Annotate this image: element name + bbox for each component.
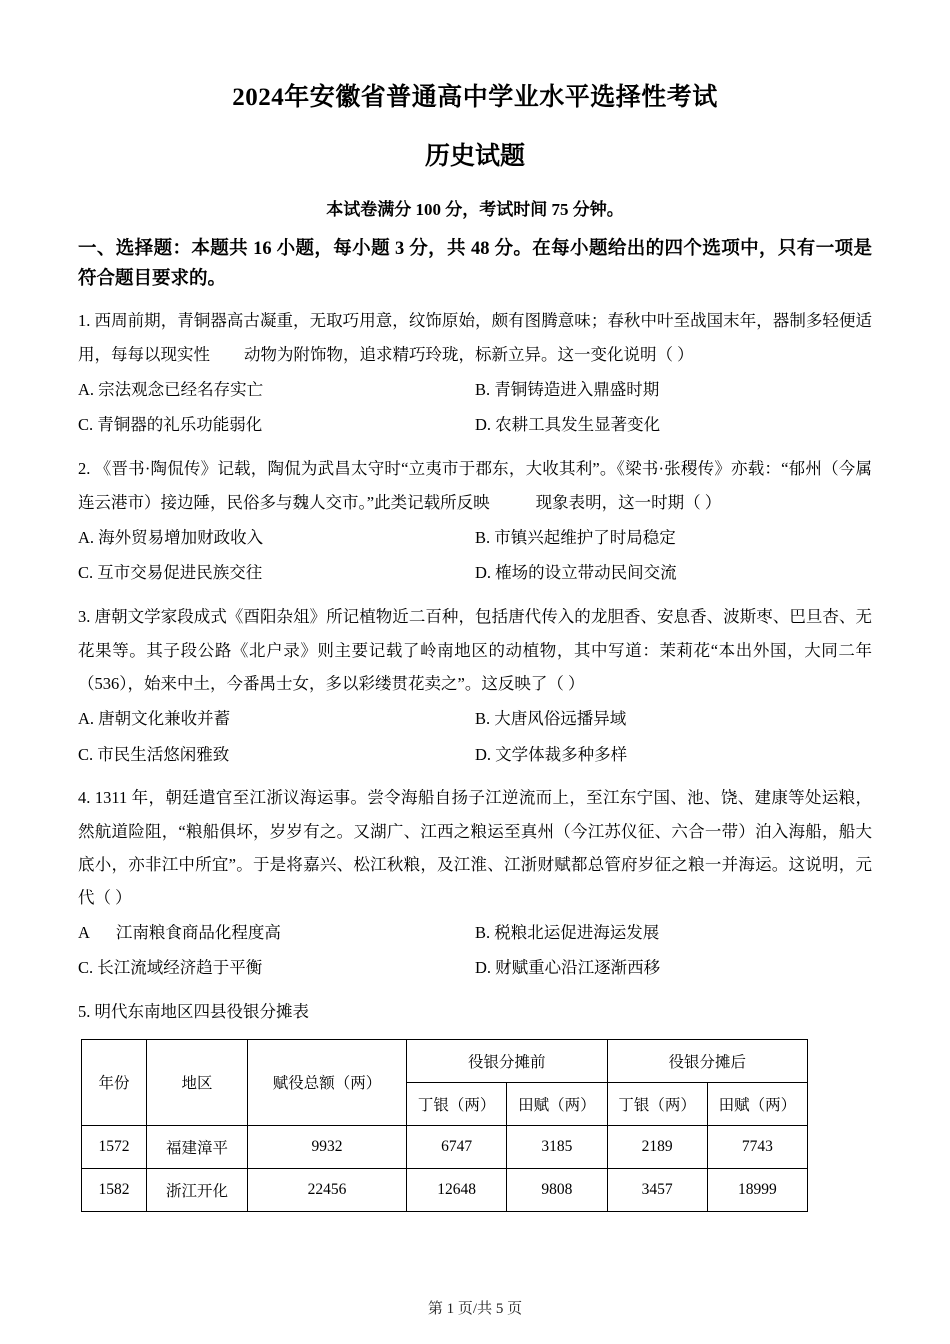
question-3-stem: 3. 唐朝文学家段成式《酉阳杂俎》所记植物近二百种，包括唐代传入的龙胆香、安息香、波斯枣、巴旦杏、无花果等。其子段公路《北户录》则主要记载了岭南地区的动植物，其中写道：茉莉花“本出外国，大同二年（536），始来中土，今番禺士女，多以彩缕贯花卖之”。这反映了（ ） bbox=[78, 606, 872, 694]
cell-before-tian: 9808 bbox=[507, 1168, 607, 1211]
header-before-tian: 田赋（两） bbox=[507, 1082, 607, 1125]
question-2-option-a[interactable]: A. 海外贸易增加财政收入 bbox=[78, 527, 264, 547]
cell-before-tian: 3185 bbox=[507, 1125, 607, 1168]
question-2-options bbox=[78, 520, 872, 591]
table-header-row-1 bbox=[82, 1039, 808, 1082]
question-4 bbox=[78, 772, 872, 986]
cell-total: 9932 bbox=[248, 1125, 407, 1168]
question-5 bbox=[78, 986, 872, 1212]
table-body bbox=[82, 1125, 808, 1211]
section-heading-multiple-choice: 一、选择题：本题共 16 小题，每小题 3 分，共 48 分。在每小题给出的四个选项中，只有一项是符合题目要求的。 bbox=[78, 239, 872, 290]
question-2 bbox=[78, 443, 872, 591]
question-1 bbox=[78, 295, 872, 443]
table-wrapper bbox=[78, 1029, 872, 1212]
question-4-options-row-2 bbox=[78, 950, 872, 986]
question-1-stem-part2: 动物为附饰物，追求精巧玲珑，标新立异。这一变化说明（ ） bbox=[244, 344, 694, 364]
header-year: 年份 bbox=[82, 1039, 147, 1125]
header-before-ding: 丁银（两） bbox=[407, 1082, 507, 1125]
question-4-option-c[interactable]: C. 长江流域经济趋于平衡 bbox=[78, 958, 263, 978]
cell-after-ding: 2189 bbox=[607, 1125, 707, 1168]
question-3-options-row-2 bbox=[78, 737, 872, 773]
question-2-options-row-1 bbox=[78, 520, 872, 556]
page-subtitle: 历史试题 bbox=[424, 142, 525, 170]
cell-total: 22456 bbox=[248, 1168, 407, 1211]
question-4-stem: 4. 1311 年，朝廷遣官至江浙议海运事。尝令海船自扬子江逆流而上，至江东宁国、池、饶、建康等处运粮，然航道险阻，“粮船俱坏，岁岁有之。又湖广、江西之粮运至真州（今江苏仪征、六合一带）泊入海船，船大底小，亦非江中所宜”。于是将嘉兴、松江秋粮，及江淮、江浙财赋都总管府岁征之粮一并海运。这说明，元代（ ） bbox=[78, 788, 872, 908]
question-2-option-d[interactable]: D. 榷场的设立带动民间交流 bbox=[475, 563, 677, 583]
question-1-stem-part1: 1. 西周前期，青铜器高古凝重，无取巧用意，纹饰原始，颇有图腾意味；春秋中叶至战国末年，器制多轻便适用，每每以现实性 bbox=[78, 311, 872, 364]
cell-after-tian: 7743 bbox=[707, 1125, 807, 1168]
header-group-after: 役银分摊后 bbox=[607, 1039, 808, 1082]
question-3 bbox=[78, 591, 872, 773]
question-2-stem-part1: 2. 《晋书·陶侃传》记载，陶侃为武昌太守时“立夷市于郡东，大收其利”。《梁书·张稷传》亦载：“郁州（今属连云港市）接边陲，民俗多与魏人交市。”此类记载所反映 bbox=[78, 458, 872, 512]
question-1-options-row-1 bbox=[78, 372, 872, 408]
page-title: 2024年安徽省普通高中学业水平选择性考试 bbox=[232, 84, 718, 111]
question-2-stem bbox=[78, 452, 872, 520]
question-1-option-d[interactable]: D. 农耕工具发生显著变化 bbox=[475, 415, 661, 435]
exam-meta-line: 本试卷满分 100 分，考试时间 75 分钟。 bbox=[326, 200, 624, 219]
question-1-option-c[interactable]: C. 青铜器的礼乐功能弱化 bbox=[78, 415, 263, 435]
question-2-option-b[interactable]: B. 市镇兴起维护了时局稳定 bbox=[475, 527, 676, 547]
cell-region: 浙江开化 bbox=[147, 1168, 248, 1211]
question-3-option-b[interactable]: B. 大唐风俗远播异域 bbox=[475, 709, 627, 729]
question-4-option-a[interactable] bbox=[78, 915, 475, 951]
question-3-option-c[interactable]: C. 市民生活悠闲雅致 bbox=[78, 744, 230, 764]
question-4-options bbox=[78, 915, 872, 986]
cell-region: 福建漳平 bbox=[147, 1125, 248, 1168]
question-2-options-row-2 bbox=[78, 555, 872, 591]
question-4-option-d[interactable]: D. 财赋重心沿江逐渐西移 bbox=[475, 958, 661, 978]
header-group-before: 役银分摊前 bbox=[407, 1039, 608, 1082]
header-after-tian: 田赋（两） bbox=[707, 1082, 807, 1125]
cell-before-ding: 12648 bbox=[407, 1168, 507, 1211]
page-footer: 第 1 页/共 5 页 bbox=[427, 1301, 523, 1317]
question-2-stem-part2: 现象表明，这一时期（ ） bbox=[535, 492, 722, 512]
cell-after-ding: 3457 bbox=[607, 1168, 707, 1211]
question-3-option-a[interactable]: A. 唐朝文化兼收并蓄 bbox=[78, 709, 231, 729]
table-row bbox=[82, 1168, 808, 1211]
question-1-option-b[interactable]: B. 青铜铸造进入鼎盛时期 bbox=[475, 379, 660, 399]
table-head bbox=[82, 1039, 808, 1125]
question-5-stem: 5. 明代东南地区四县役银分摊表 bbox=[78, 1002, 309, 1022]
question-3-options-row-1 bbox=[78, 701, 872, 737]
question-4-option-a-letter: A bbox=[78, 922, 90, 942]
question-1-option-a[interactable]: A. 宗法观念已经名存实亡 bbox=[78, 379, 264, 399]
yi-silver-allocation-table bbox=[81, 1039, 808, 1212]
cell-year: 1572 bbox=[82, 1125, 147, 1168]
cell-year: 1582 bbox=[82, 1168, 147, 1211]
cell-before-ding: 6747 bbox=[407, 1125, 507, 1168]
question-2-option-c[interactable]: C. 互市交易促进民族交往 bbox=[78, 563, 263, 583]
header-total-amount: 赋役总额（两） bbox=[248, 1039, 407, 1125]
question-1-options bbox=[78, 372, 872, 443]
question-1-options-row-2 bbox=[78, 407, 872, 443]
question-1-stem bbox=[78, 304, 872, 372]
question-4-option-b[interactable]: B. 税粮北运促进海运发展 bbox=[475, 922, 660, 942]
question-4-options-row-1 bbox=[78, 915, 872, 951]
header-after-ding: 丁银（两） bbox=[607, 1082, 707, 1125]
question-4-option-a-text: 江南粮食商品化程度高 bbox=[115, 922, 281, 942]
question-3-option-d[interactable]: D. 文学体裁多种多样 bbox=[475, 744, 628, 764]
table-row bbox=[82, 1125, 808, 1168]
question-3-options bbox=[78, 701, 872, 772]
cell-after-tian: 18999 bbox=[707, 1168, 807, 1211]
header-region: 地区 bbox=[147, 1039, 248, 1125]
